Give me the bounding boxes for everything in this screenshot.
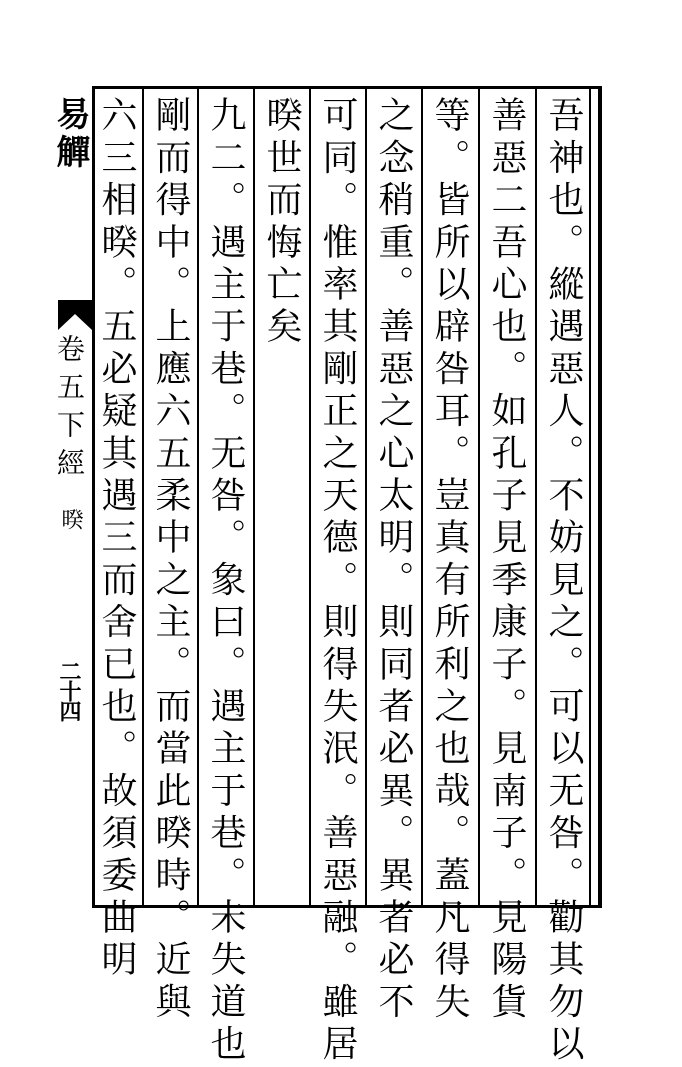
column-divider [365, 89, 367, 905]
page-number: 二十四 [56, 660, 82, 720]
text-column-7: 九二。遇主于巷。无咎。象曰。遇主于巷。未失道也 [205, 96, 246, 1067]
text-column-2: 善惡二吾心也。如孔子見季康子。見南子。見陽貨 [486, 96, 527, 1025]
top-border [92, 86, 602, 89]
text-column-9: 六三相暌。五必疑其遇三而舍已也。故須委曲明 [96, 96, 137, 983]
column-divider [478, 89, 480, 905]
text-column-1: 吾神也。縱遇惡人。不妨見之。可以无咎。勸其勿以 [543, 96, 584, 1067]
column-divider [197, 89, 199, 905]
column-divider [142, 89, 144, 905]
text-column-3: 等。皆所以辟咎耳。豈真有所利之也哉。蓋凡得失 [429, 96, 470, 1025]
text-column-5: 可同。惟率其剛正之天德。則得失泯。善惡融。雖居 [317, 96, 358, 1067]
right-border-inner [589, 86, 591, 908]
column-divider [253, 89, 255, 905]
text-column-6: 暌世而悔亡矣 [261, 96, 302, 350]
fish-tail-mark [58, 300, 92, 330]
column-divider [309, 89, 311, 905]
text-column-4: 之念稍重。善惡之心太明。則同者必異。異者必不 [373, 96, 414, 1025]
volume-suffix: 暌 [58, 508, 83, 530]
text-column-8: 剛而得中。上應六五柔中之主。而當此暌時。近與 [150, 96, 191, 1025]
column-divider [535, 89, 537, 905]
column-divider [421, 89, 423, 905]
volume-label: 卷五下經 [53, 334, 86, 486]
book-title: 易觶 [50, 96, 90, 172]
right-border-outer [598, 86, 602, 908]
